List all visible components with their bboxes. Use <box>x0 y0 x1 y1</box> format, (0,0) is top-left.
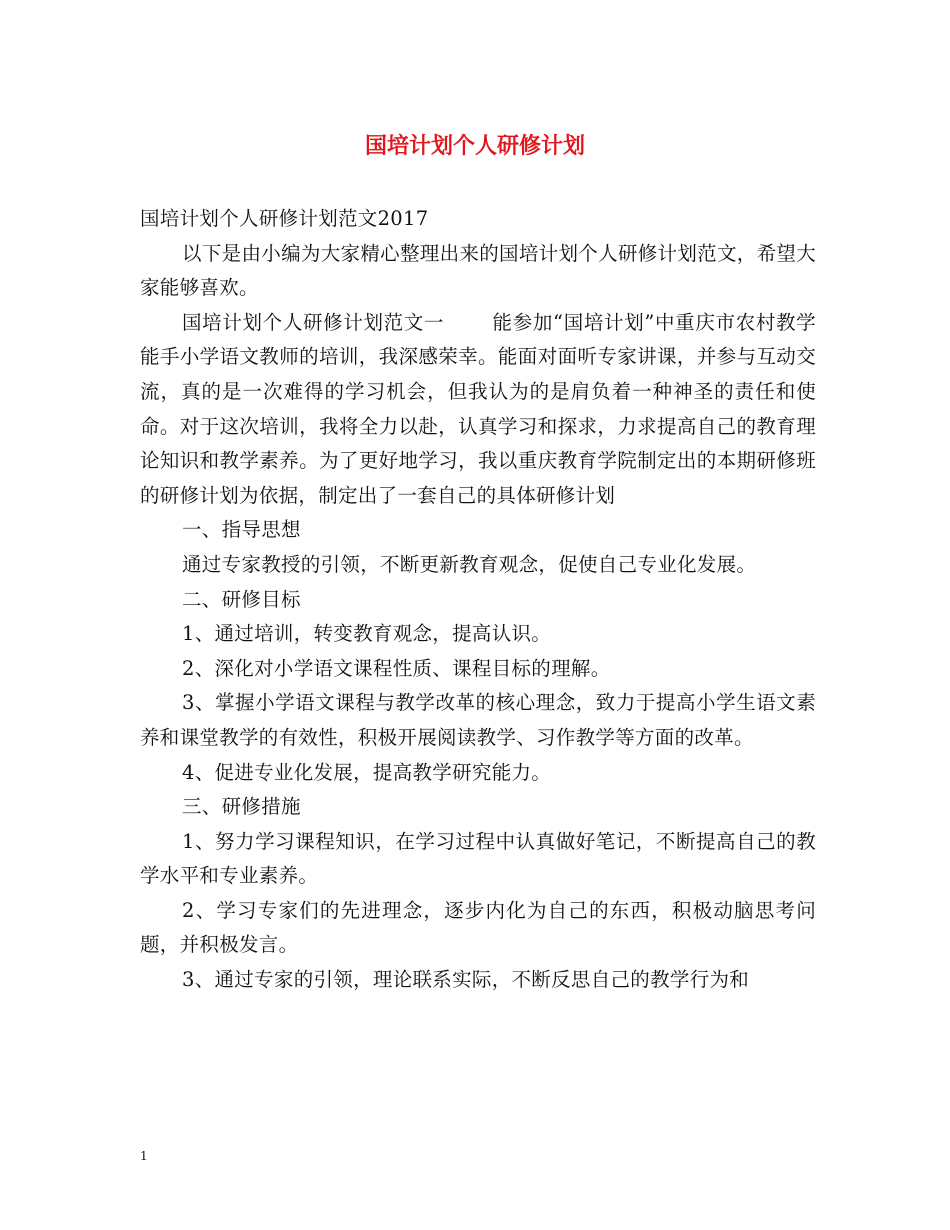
document-subtitle: 国培计划个人研修计划范文2017 <box>140 207 429 230</box>
measure-item-3: 3、通过专家的引领，理论联系实际，不断反思自己的教学行为和 <box>182 968 750 992</box>
goal-item-3: 3、掌握小学语文课程与教学改革的核心理念，致力于提高小学生语文素养和课堂教学的有效性，积极开展阅读教学、习作教学等方面的改革。 <box>140 691 816 749</box>
measure-item-2: 2、学习专家们的先进理念，逐步内化为自己的东西，积极动脑思考问题，并积极发言。 <box>140 898 816 957</box>
heading-training-measures: 三、研修措施 <box>182 795 301 819</box>
section-one-label: 国培计划个人研修计划范文一 <box>182 310 445 334</box>
guiding-thought-paragraph: 通过专家教授的引领，不断更新教育观念，促使自己专业化发展。 <box>182 552 757 576</box>
goal-item-2: 2、深化对小学语文课程性质、课程目标的理解。 <box>182 656 611 680</box>
heading-training-goals: 二、研修目标 <box>182 587 301 611</box>
document-title: 国培计划个人研修计划 <box>364 134 585 159</box>
page-number: 1 <box>140 1149 148 1163</box>
section-one-paragraph <box>140 306 816 514</box>
section-one-text: 能参加“国培计划”中重庆市农村教学能手小学语文教师的培训，我深感荣幸。能面对面听专家讲课，并参与互动交流，真的是一次难得的学习机会，但我认为的是肩负着一种神圣的责任和使命。对于这次培训，我将全力以赴，认真学习和探求，力求提高自己的教育理论知识和教学素养。为了更好地学习，我以重庆教育学院制定出的本期研修班的研修计划为依据，制定出了一套自己的具体研修计划 <box>140 310 816 507</box>
goal-item-4: 4、促进专业化发展，提高教学研究能力。 <box>182 760 552 784</box>
document-body <box>140 202 816 998</box>
heading-guiding-thought: 一、指导思想 <box>182 518 301 542</box>
goal-item-1: 1、通过培训，转变教育观念，提高认识。 <box>182 622 552 646</box>
intro-paragraph: 以下是由小编为大家精心整理出来的国培计划个人研修计划范文，希望大家能够喜欢。 <box>140 241 816 300</box>
measure-item-1: 1、努力学习课程知识，在学习过程中认真做好笔记，不断提高自己的教学水平和专业素养。 <box>140 829 816 888</box>
